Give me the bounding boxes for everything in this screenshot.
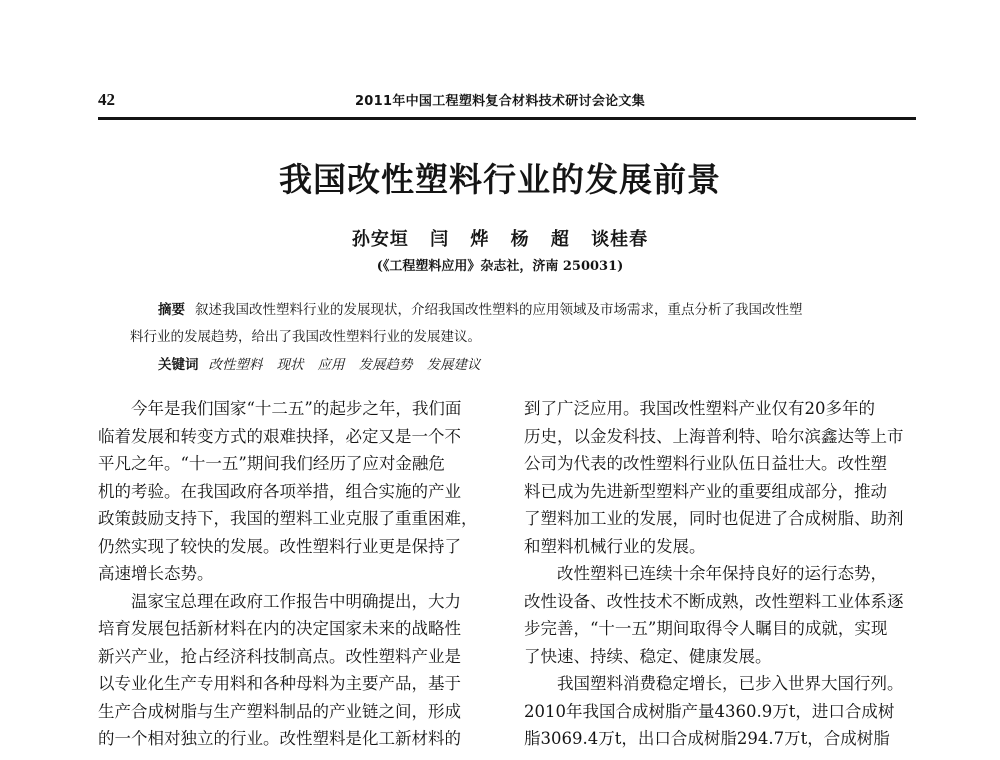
body-line: 临着发展和转变方式的艰难抉择，必定又是一个不 — [98, 426, 461, 446]
body-line: 料已成为先进新型塑料产业的重要组成部分，推动 — [524, 481, 887, 501]
body-right-column — [524, 395, 924, 753]
abstract-label: 摘要 — [158, 302, 185, 318]
body-line: 新兴产业，抢占经济科技制高点。改性塑料产业是 — [98, 646, 461, 666]
abstract — [158, 296, 803, 324]
body-line: 仍然实现了较快的发展。改性塑料行业更是保持了 — [98, 536, 461, 556]
keywords-label: 关键词 — [158, 357, 199, 373]
keyword: 改性塑料 — [208, 357, 263, 373]
body-left-column — [98, 395, 498, 753]
body-line: 改性塑料已连续十余年保持良好的运行态势， — [524, 564, 887, 583]
keyword: 发展趋势 — [358, 357, 413, 373]
body-line: 公司为代表的改性塑料行业队伍日益壮大。改性塑 — [524, 454, 887, 473]
body-line: 历史，以金发科技、上海普利特、哈尔滨鑫达等上市 — [524, 426, 904, 446]
body-line: 培育发展包括新材料在内的决定国家未来的战略性 — [98, 619, 461, 638]
body-line: 高速增长态势。 — [98, 564, 214, 583]
body-line: 脂3069.4万t，出口合成树脂294.7万t，合成树脂 — [524, 729, 890, 748]
body-line: 2010年我国合成树脂产量4360.9万t，进口合成树 — [524, 701, 895, 721]
body-line: 以专业化生产专用料和各种母料为主要产品，基于 — [98, 674, 461, 693]
body-line: 温家宝总理在政府工作报告中明确提出，大力 — [98, 591, 461, 611]
authors: 孙安垣 闫 烨 杨 超 谈桂春 — [351, 229, 649, 250]
affiliation: (《工程塑料应用》杂志社，济南 250031) — [376, 259, 624, 274]
body-line: 改性设备、改性技术不断成熟，改性塑料工业体系逐 — [524, 591, 904, 611]
body-line: 的一个相对独立的行业。改性塑料是化工新材料的 — [98, 729, 461, 748]
body-line: 了塑料加工业的发展，同时也促进了合成树脂、助剂 — [524, 509, 904, 528]
body-line: 政策鼓励支持下，我国的塑料工业克服了重重困难， — [98, 509, 478, 528]
body-line: 平凡之年。“十一五”期间我们经历了应对金融危 — [98, 454, 445, 473]
body-line: 生产合成树脂与生产塑料制品的产业链之间，形成 — [98, 701, 461, 721]
page-number: 42 — [98, 90, 115, 109]
body-line: 步完善，“十一五”期间取得令人瞩目的成就，实现 — [524, 619, 888, 638]
keyword: 发展建议 — [426, 357, 481, 373]
running-header: 2011年中国工程塑料复合材料技术研讨会论文集 — [354, 94, 646, 109]
body-line: 机的考验。在我国政府各项举措，组合实施的产业 — [98, 481, 461, 501]
body-line: 今年是我们国家“十二五”的起步之年，我们面 — [98, 399, 462, 418]
keyword: 应用 — [317, 357, 345, 373]
keyword: 现状 — [276, 357, 304, 373]
abstract-text-line-1: 叙述我国改性塑料行业的发展现状，介绍我国改性塑料的应用领域及市场需求，重点分析了我国改性塑 — [195, 302, 803, 318]
body-line: 到了广泛应用。我国改性塑料产业仅有20多年的 — [524, 399, 875, 418]
body-line: 了快速、持续、稳定、健康发展。 — [524, 646, 772, 666]
keywords — [158, 351, 495, 379]
article-title: 我国改性塑料行业的发展前景 — [279, 160, 721, 199]
abstract-text-line-2: 料行业的发展趋势，给出了我国改性塑料行业的发展建议。 — [130, 329, 481, 345]
body-line: 和塑料机械行业的发展。 — [524, 536, 706, 556]
body-line: 我国塑料消费稳定增长，已步入世界大国行列。 — [524, 674, 904, 693]
header-rule — [98, 117, 916, 120]
